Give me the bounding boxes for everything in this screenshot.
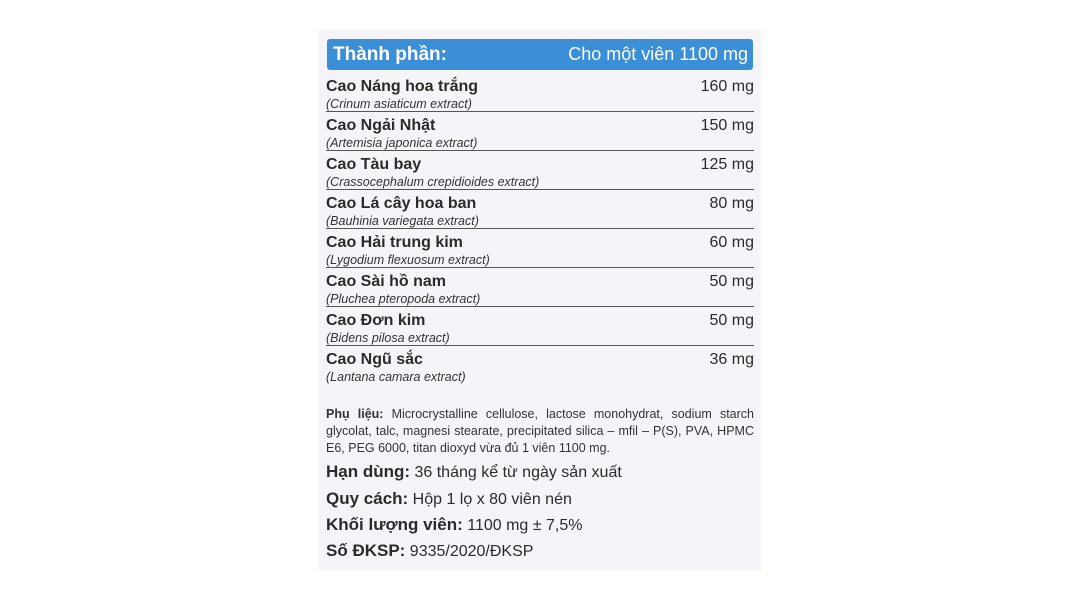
ingredients-header <box>327 39 753 70</box>
expiry-value: 36 tháng kể từ ngày sản xuất <box>410 464 622 481</box>
weight-line <box>326 515 756 535</box>
registration-label: Số ĐKSP: <box>326 541 406 560</box>
ingredient-row <box>326 151 754 190</box>
registration-line <box>326 541 756 561</box>
ingredients-table <box>326 73 754 385</box>
ingredient-name: Cao Sài hồ nam <box>326 273 447 290</box>
ingredient-amount: 80 mg <box>709 195 754 212</box>
weight-label: Khối lượng viên: <box>326 515 463 534</box>
ingredient-name: Cao Ngũ sắc <box>326 351 423 368</box>
ingredient-name: Cao Đơn kim <box>326 312 426 329</box>
ingredient-row <box>326 307 754 346</box>
ingredient-row <box>326 112 754 151</box>
ingredient-row <box>326 73 754 112</box>
ingredient-row <box>326 190 754 229</box>
ingredient-latin: (Lantana camara extract) <box>326 370 466 384</box>
ingredient-row <box>326 346 754 385</box>
excipients-label: Phụ liệu: <box>326 407 384 421</box>
packaging-label: Quy cách: <box>326 489 409 508</box>
ingredient-latin: (Pluchea pteropoda extract) <box>326 292 481 306</box>
ingredient-amount: 160 mg <box>700 78 754 95</box>
ingredient-latin: (Lygodium flexuosum extract) <box>326 253 490 267</box>
ingredient-name: Cao Hải trung kim <box>326 234 463 251</box>
per-tablet-label: Cho một viên 1100 mg <box>568 44 748 64</box>
ingredient-latin: (Bidens pilosa extract) <box>326 331 450 345</box>
ingredient-amount: 150 mg <box>700 117 754 134</box>
ingredient-latin: (Crassocephalum crepidioides extract) <box>326 175 540 189</box>
ingredient-latin: (Bauhinia variegata extract) <box>326 214 479 228</box>
ingredient-row <box>326 268 754 307</box>
packaging-value: Hộp 1 lọ x 80 viên nén <box>408 491 572 508</box>
ingredient-name: Cao Náng hoa trắng <box>326 78 479 95</box>
ingredients-title: Thành phần: <box>333 43 447 65</box>
expiry-label: Hạn dùng: <box>326 462 411 481</box>
ingredient-amount: 50 mg <box>709 312 754 329</box>
ingredient-row <box>326 229 754 268</box>
packaging-line <box>326 489 756 509</box>
excipients-text: Microcrystalline cellulose, lactose monohydrat, sodium starch glycolat, talc, magnesi stearate, precipitated silica – mfil – P(S), PVA, HPMC E6, PEG 6000, titan dioxyd vừa đủ 1 viên 1100 mg. <box>326 407 754 455</box>
ingredient-name: Cao Lá cây hoa ban <box>326 195 477 212</box>
excipients-paragraph <box>326 406 754 457</box>
product-label-card <box>318 30 761 570</box>
ingredient-amount: 125 mg <box>700 156 754 173</box>
ingredient-amount: 60 mg <box>709 234 754 251</box>
ingredient-latin: (Crinum asiaticum extract) <box>326 97 472 111</box>
weight-value: 1100 mg ± 7,5% <box>462 517 583 534</box>
registration-value: 9335/2020/ĐKSP <box>405 543 534 560</box>
ingredient-amount: 50 mg <box>709 273 754 290</box>
ingredient-name: Cao Tàu bay <box>326 156 422 173</box>
ingredient-latin: (Artemisia japonica extract) <box>326 136 478 150</box>
ingredient-amount: 36 mg <box>709 351 754 368</box>
ingredient-name: Cao Ngải Nhật <box>326 117 436 134</box>
expiry-line <box>326 462 756 482</box>
